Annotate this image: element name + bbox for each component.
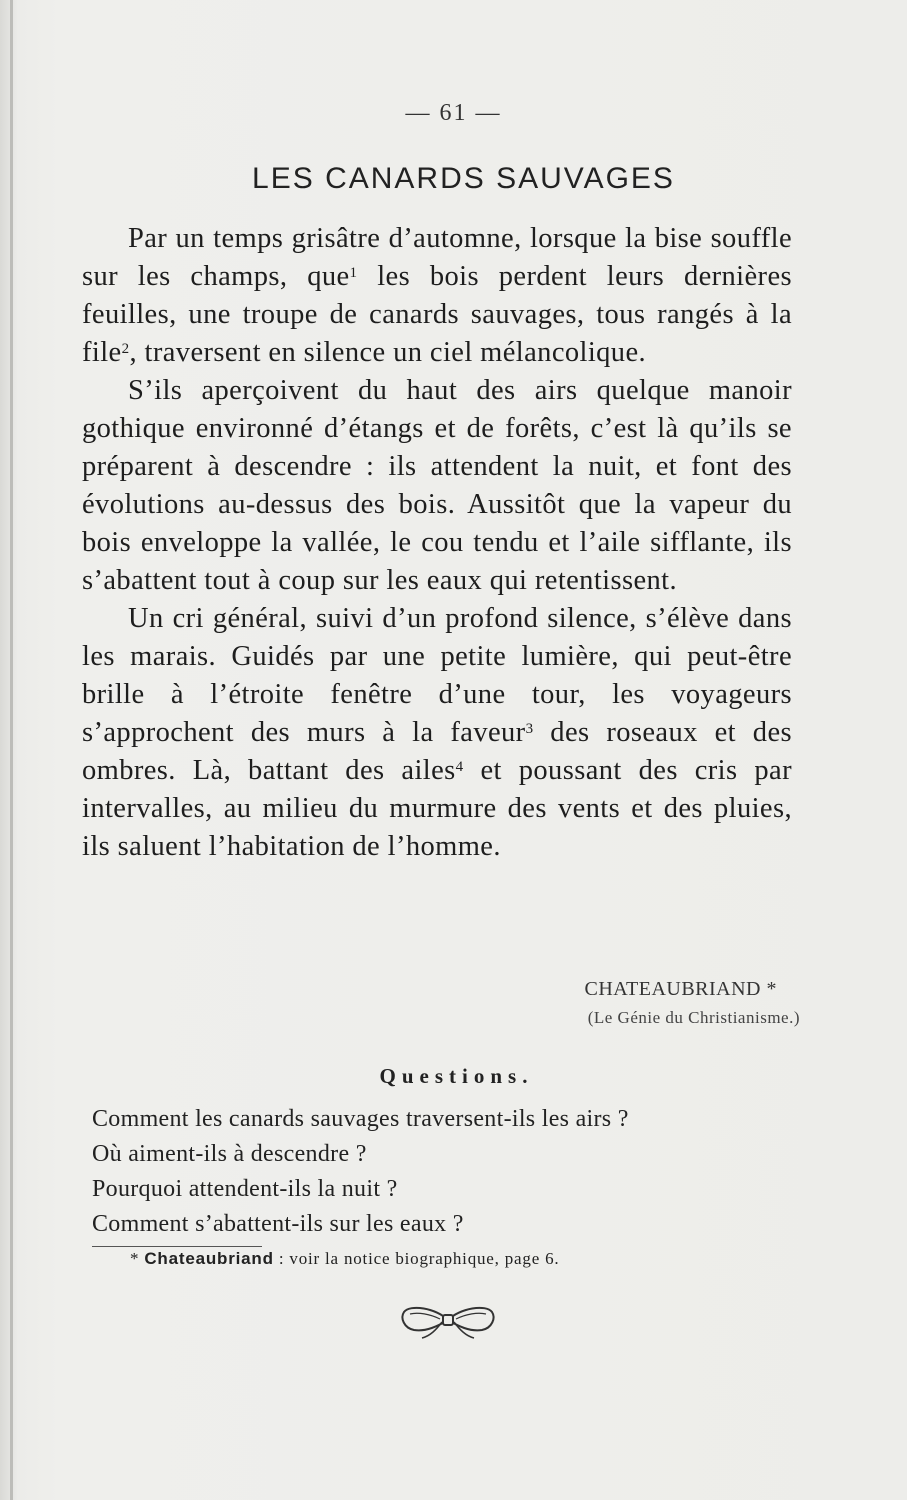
footnote-ref-1: 1 <box>349 265 358 281</box>
footnote-ref-2: 2 <box>121 341 130 357</box>
footnote-text: : voir la notice biographique, page 6. <box>273 1249 560 1268</box>
paragraph-1-text-b: les bois perdent leurs dernières feuilles, une troupe de canards sauvages, tous rangés à la file <box>82 261 792 368</box>
question-item: Comment les canards sauvages traversent-ils les airs ? <box>92 1106 629 1132</box>
attribution-author: CHATEAUBRIAND * <box>584 978 777 1000</box>
paragraph-3 <box>82 600 792 866</box>
footnote-ref-4: 4 <box>455 759 464 775</box>
paragraph-3-text-b: des roseaux et des ombres. Là, battant des ailes <box>82 717 792 786</box>
paragraph-2: S’ils aperçoivent du haut des airs quelque manoir gothique environné d’étangs et de forêts, c’est là qu’ils se préparent à descendre : ils attendent la nuit, et font des évolutions au-dessus des bois. Aussitôt que la vapeur du bois enveloppe la vallée, le cou tendu et l’aile sifflante, ils s’abattent tout à coup sur les eaux qui retentissent. <box>82 375 792 596</box>
questions-heading: Questions. <box>379 1064 534 1088</box>
question-item: Comment s’abattent-ils sur les eaux ? <box>92 1211 464 1237</box>
questions-list <box>92 1102 772 1242</box>
page-spine-edge <box>10 0 13 1500</box>
page-title: LES CANARDS SAUVAGES <box>252 162 675 195</box>
paragraph-3-text-a: Un cri général, suivi d’un profond silence, s’élève dans les marais. Guidés par une petite lumière, qui peut-être brille à l’étroite fenêtre d’une tour, les voyageurs s’approchent des murs à la faveur <box>82 603 792 748</box>
paragraph-1 <box>82 220 792 372</box>
footnote-name: Chateaubriand <box>144 1249 274 1268</box>
paragraph-3-text-c: et poussant des cris par intervalles, au milieu du murmure des vents et des pluies, ils saluent l’habitation de l’homme. <box>82 755 792 862</box>
paragraph-1-text-c: , traversent en silence un ciel mélancolique. <box>129 337 647 368</box>
body-text <box>82 220 792 866</box>
question-item: Où aiment-ils à descendre ? <box>92 1141 367 1167</box>
footnote-ref-3: 3 <box>525 721 534 737</box>
footnote-divider <box>92 1246 262 1247</box>
paragraph-1-text-a: Par un temps grisâtre d’automne, lorsque la bise souffle sur les champs, que <box>82 223 792 292</box>
footnote-marker: * <box>130 1249 145 1268</box>
footnote <box>130 1249 750 1269</box>
question-item: Pourquoi attendent-ils la nuit ? <box>92 1176 398 1202</box>
page-number: — 61 — <box>405 100 502 126</box>
attribution-source: (Le Génie du Christianisme.) <box>587 1008 800 1027</box>
bow-ornament-icon <box>396 1300 500 1340</box>
